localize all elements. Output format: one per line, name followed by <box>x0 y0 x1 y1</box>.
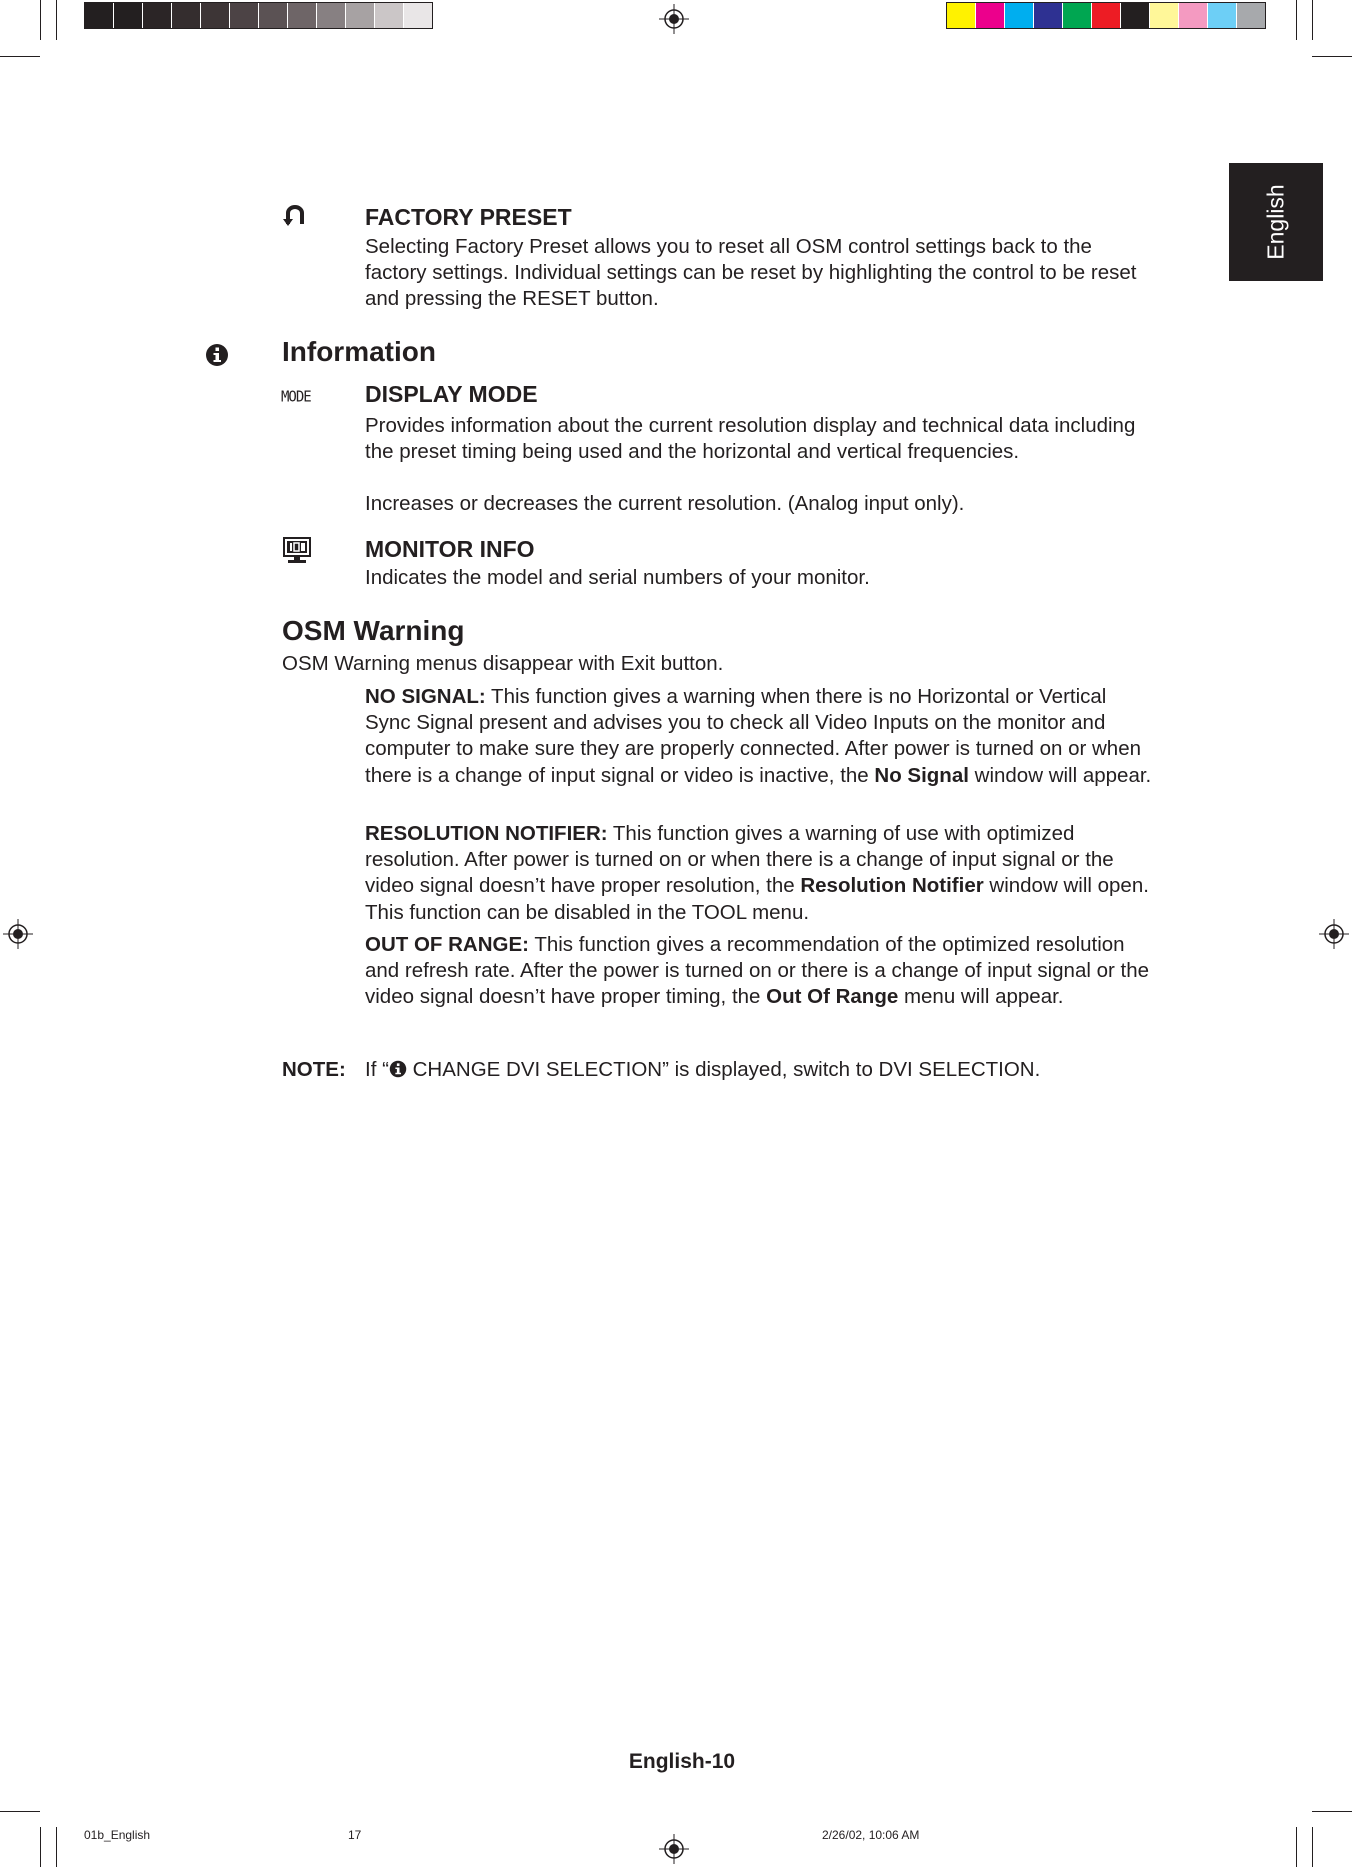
crop-mark <box>40 0 41 40</box>
page-number: English-10 <box>628 1750 736 1773</box>
factory-preset-title: FACTORY PRESET <box>365 204 572 230</box>
gray-calibration-bar <box>84 2 433 29</box>
registration-mark-icon <box>3 919 33 949</box>
no-signal-text: This function gives a warning when there is no Horizontal or Vertical Sync Signal present and advises you to check all Video Inputs on the monitor and computer to make sure they are properly connected. After power is turned on or when there is a change of input signal or video is inactive, the <box>365 685 1141 787</box>
crop-mark <box>56 1827 57 1867</box>
resolution-notifier-text-end: window will open. This function can be disabled in the TOOL menu. <box>365 874 1149 924</box>
display-mode-body: Provides information about the current resolution display and technical data including the preset timing being used and the horizontal and vertical frequencies. <box>365 414 1136 463</box>
language-tab <box>1229 163 1323 281</box>
resolution-notifier-paragraph <box>365 821 1155 926</box>
out-of-range-emphasis: Out Of Range <box>766 985 899 1009</box>
display-mode-title: DISPLAY MODE <box>365 381 538 407</box>
factory-preset-body: Selecting Factory Preset allows you to reset all OSM control settings back to the factory settings. Individual settings can be reset by highlighting the control to be reset and pressing the RESET button. <box>365 235 1137 310</box>
color-swatch <box>1237 3 1265 28</box>
color-swatch <box>1063 3 1092 28</box>
color-swatch <box>288 3 317 28</box>
resolution-notifier-emphasis: Resolution Notifier <box>800 874 984 898</box>
color-swatch <box>1121 3 1150 28</box>
language-tab-label: English <box>1262 184 1289 260</box>
color-swatch <box>201 3 230 28</box>
footer-page: 17 <box>348 1828 362 1842</box>
color-calibration-bar <box>946 2 1266 29</box>
monitor-info-icon <box>282 536 312 566</box>
color-swatch <box>317 3 346 28</box>
out-of-range-paragraph <box>365 932 1155 1011</box>
monitor-info-body: Indicates the model and serial numbers of your monitor. <box>365 566 870 589</box>
color-swatch <box>404 3 432 28</box>
no-signal-label: NO SIGNAL: <box>365 685 486 708</box>
crop-mark <box>0 56 40 57</box>
color-swatch <box>1208 3 1237 28</box>
note-text <box>365 1057 1185 1083</box>
crop-mark <box>56 0 57 40</box>
crop-mark <box>1312 0 1313 40</box>
no-signal-paragraph <box>365 684 1155 789</box>
color-swatch <box>259 3 288 28</box>
out-of-range-text-end: menu will appear. <box>898 985 1064 1009</box>
out-of-range-text: This function gives a recommendation of the optimized resolution and refresh rate. After the power is turned on or there is a change of input signal or the video signal doesn’t have proper timing, the <box>365 933 1150 1009</box>
crop-mark <box>0 1811 40 1812</box>
factory-preset-icon <box>282 204 308 228</box>
color-swatch <box>375 3 404 28</box>
resolution-notifier-label: RESOLUTION NOTIFIER: <box>365 822 608 845</box>
osm-warning-intro: OSM Warning menus disappear with Exit button. <box>282 652 724 675</box>
display-mode-icon-label: MODE <box>281 388 311 406</box>
color-swatch <box>1005 3 1034 28</box>
resolution-notifier-text: This function gives a warning of use with optimized resolution. After power is turned on or when there is a change of input signal or the video signal doesn’t have proper resolution, the <box>365 822 1114 898</box>
registration-mark-icon <box>1319 919 1349 949</box>
registration-mark-icon <box>659 1834 689 1864</box>
crop-mark <box>1312 1827 1313 1867</box>
color-swatch <box>1092 3 1121 28</box>
no-signal-emphasis: No Signal <box>874 763 969 787</box>
color-swatch <box>1179 3 1208 28</box>
footer-file-name: 01b_English <box>84 1828 151 1842</box>
color-swatch <box>143 3 172 28</box>
osm-warning-heading: OSM Warning <box>282 615 465 646</box>
color-swatch <box>1150 3 1179 28</box>
color-swatch <box>1034 3 1063 28</box>
color-swatch <box>947 3 976 28</box>
crop-mark <box>1296 0 1297 40</box>
note-label: NOTE: <box>282 1058 346 1081</box>
color-swatch <box>172 3 201 28</box>
information-icon <box>389 1060 407 1078</box>
crop-mark <box>40 1827 41 1867</box>
footer-date: 2/26/02, 10:06 AM <box>822 1828 920 1842</box>
color-swatch <box>85 3 114 28</box>
monitor-info-title: MONITOR INFO <box>365 536 535 562</box>
crop-mark <box>1312 56 1352 57</box>
registration-mark-icon <box>659 4 689 34</box>
information-icon <box>205 343 229 367</box>
crop-mark <box>1312 1811 1352 1812</box>
display-mode-body-2: Increases or decreases the current resolution. (Analog input only). <box>365 492 965 515</box>
no-signal-text-end: window will appear. <box>968 763 1152 787</box>
display-mode-icon <box>281 388 311 406</box>
color-swatch <box>230 3 259 28</box>
note-text-before: If “ <box>365 1058 389 1081</box>
crop-mark <box>1296 1827 1297 1867</box>
out-of-range-label: OUT OF RANGE: <box>365 933 529 956</box>
color-swatch <box>976 3 1005 28</box>
color-swatch <box>114 3 143 28</box>
information-heading: Information <box>282 336 436 367</box>
note-text-after: CHANGE DVI SELECTION” is displayed, switch to DVI SELECTION. <box>406 1058 1041 1081</box>
color-swatch <box>346 3 375 28</box>
